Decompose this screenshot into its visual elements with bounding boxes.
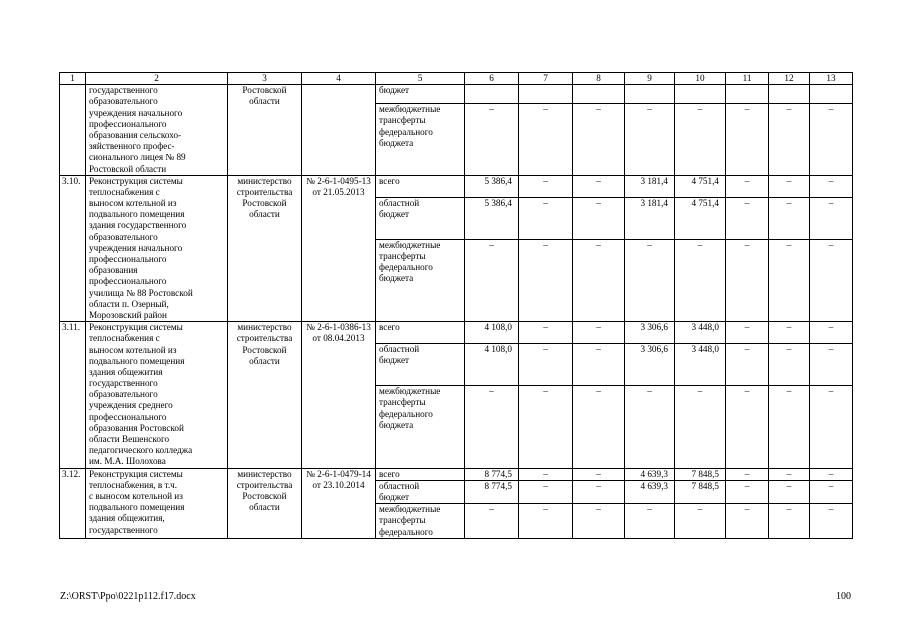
object-name-line: профессионального: [89, 276, 167, 287]
customer-org-line: строительства: [236, 186, 293, 197]
object-name-line: с выносом котельной из: [89, 490, 183, 501]
funding-source-line: всего: [379, 322, 400, 333]
value-cell-col8: –: [573, 322, 625, 344]
funding-source: [376, 197, 465, 239]
value-cell-col8: –: [573, 386, 625, 468]
funding-source-line: федерального: [379, 526, 433, 537]
value-cell-col13: –: [810, 504, 853, 539]
value-cell-col10: 7 848,5: [675, 480, 726, 503]
value-cell-col7: –: [519, 239, 573, 321]
customer-org-line: области: [249, 96, 280, 107]
value-cell-col12: –: [769, 344, 810, 386]
funding-source-line: трансферты: [379, 115, 426, 126]
value-cell-col7: –: [519, 104, 573, 175]
object-name-line: государственного: [89, 524, 158, 535]
funding-source: [376, 85, 465, 104]
table-body: [60, 85, 853, 539]
funding-source-line: межбюджетные: [379, 504, 441, 515]
value-cell-col6: –: [465, 239, 519, 321]
value-cell-col13: –: [810, 468, 853, 480]
value-cell-col12: –: [769, 239, 810, 321]
object-name-line: здания общежития: [89, 366, 163, 377]
value-cell-col6: –: [465, 104, 519, 175]
value-cell-col11: –: [726, 175, 769, 197]
value-cell-col13: –: [810, 197, 853, 239]
funding-source-line: бюджет: [379, 355, 410, 366]
customer-org-line: Ростовской: [242, 198, 287, 209]
expertise-doc-line: № 2-6-1-0495-13: [306, 175, 371, 186]
value-cell-col12: –: [769, 468, 810, 480]
object-name-line: Морозовский район: [89, 309, 167, 320]
value-cell-col11: –: [726, 197, 769, 239]
value-cell-col13: –: [810, 175, 853, 197]
funding-source-line: бюджета: [379, 137, 414, 148]
value-cell-col8: –: [573, 239, 625, 321]
column-header-2: 2: [86, 73, 228, 85]
object-name: [86, 468, 228, 538]
value-cell-col12: –: [769, 104, 810, 175]
column-header-1: 1: [60, 73, 86, 85]
table-row: [60, 85, 853, 104]
value-cell-col9: 3 181,4: [625, 197, 675, 239]
funding-source-line: бюджет: [379, 85, 410, 96]
object-name-line: области п. Озерный,: [89, 298, 169, 309]
value-cell-col6: –: [465, 386, 519, 468]
object-name-line: Реконструкция системы: [89, 175, 183, 186]
funding-source: [376, 480, 465, 503]
value-cell-col7: –: [519, 344, 573, 386]
object-name-line: образования: [89, 265, 138, 276]
funding-source-line: всего: [379, 175, 400, 186]
value-cell-col9: –: [625, 386, 675, 468]
object-name-line: училища № 88 Ростовской: [89, 287, 193, 298]
value-cell-col6: 5 386,4: [465, 175, 519, 197]
value-cell-col6: [465, 85, 519, 104]
object-name-line: Реконструкция системы: [89, 468, 183, 479]
value-cell-col6: 8 774,5: [465, 468, 519, 480]
item-number: 3.12.: [60, 468, 86, 538]
funding-source: [376, 344, 465, 386]
expertise-doc-line: от 23.10.2014: [312, 479, 365, 490]
value-cell-col10: 3 448,0: [675, 344, 726, 386]
value-cell-col10: –: [675, 386, 726, 468]
column-header-9: 9: [625, 73, 675, 85]
value-cell-col8: –: [573, 104, 625, 175]
value-cell-col10: –: [675, 504, 726, 539]
object-name-line: зяйственного профес-: [89, 141, 175, 152]
value-cell-col9: –: [625, 504, 675, 539]
column-header-10: 10: [675, 73, 726, 85]
value-cell-col8: –: [573, 175, 625, 197]
value-cell-col7: –: [519, 386, 573, 468]
value-cell-col11: –: [726, 239, 769, 321]
value-cell-col9: 4 639,3: [625, 468, 675, 480]
item-number: 3.10.: [60, 175, 86, 321]
funding-source-line: всего: [379, 468, 400, 479]
value-cell-col6: –: [465, 504, 519, 539]
value-cell-col13: –: [810, 322, 853, 344]
funding-source: [376, 386, 465, 468]
object-name: [86, 85, 228, 176]
object-name-line: профессионального: [89, 254, 167, 265]
value-cell-col11: –: [726, 344, 769, 386]
funding-source: [376, 104, 465, 175]
funding-source-line: межбюджетные: [379, 386, 441, 397]
value-cell-col8: –: [573, 197, 625, 239]
column-header-5: 5: [376, 73, 465, 85]
value-cell-col11: –: [726, 322, 769, 344]
value-cell-col9: 3 181,4: [625, 175, 675, 197]
value-cell-col6: 4 108,0: [465, 344, 519, 386]
object-name-line: Реконструкция системы: [89, 322, 183, 333]
value-cell-col11: –: [726, 386, 769, 468]
column-header-8: 8: [573, 73, 625, 85]
value-cell-col10: 7 848,5: [675, 468, 726, 480]
value-cell-col8: [573, 85, 625, 104]
value-cell-col9: –: [625, 239, 675, 321]
value-cell-col10: [675, 85, 726, 104]
value-cell-col11: [726, 85, 769, 104]
value-cell-col11: –: [726, 468, 769, 480]
customer-org-line: области: [249, 355, 280, 366]
expertise-doc-line: от 21.05.2013: [312, 186, 365, 197]
footer-file-path: Z:\ORST\Ppo\0221p112.f17.docx: [60, 591, 196, 602]
object-name-line: Ростовской области: [89, 163, 167, 174]
expertise-doc-line: от 08.04.2013: [312, 333, 365, 344]
item-number: [60, 85, 86, 176]
object-name-line: теплоснабжения с: [89, 186, 160, 197]
funding-source-line: бюджет: [379, 208, 410, 219]
value-cell-col9: 3 306,6: [625, 344, 675, 386]
table-header-row: [60, 73, 853, 85]
value-cell-col6: 4 108,0: [465, 322, 519, 344]
object-name-line: выносом котельной из: [89, 344, 177, 355]
value-cell-col12: –: [769, 197, 810, 239]
funding-source-line: бюджета: [379, 419, 414, 430]
funding-source-line: трансферты: [379, 397, 426, 408]
object-name-line: подвального помещения: [89, 209, 185, 220]
funding-source: [376, 504, 465, 539]
funding-source-line: межбюджетные: [379, 239, 441, 250]
value-cell-col7: –: [519, 504, 573, 539]
funding-source-line: трансферты: [379, 250, 426, 261]
object-name-line: им. М.А. Шолохова: [89, 456, 166, 467]
object-name-line: государственного: [89, 378, 158, 389]
value-cell-col13: –: [810, 104, 853, 175]
page-number: 100: [836, 591, 851, 602]
expertise-doc: [302, 322, 376, 468]
value-cell-col7: –: [519, 480, 573, 503]
value-cell-col13: [810, 85, 853, 104]
value-cell-col6: 5 386,4: [465, 197, 519, 239]
customer-org: [228, 468, 302, 538]
expertise-doc: [302, 468, 376, 538]
object-name-line: сионального лицея № 89: [89, 152, 186, 163]
customer-org-line: строительства: [236, 333, 293, 344]
funding-source: [376, 322, 465, 344]
funding-source-line: областной: [379, 344, 420, 355]
customer-org-line: министерство: [237, 468, 292, 479]
object-name-line: здания государственного: [89, 220, 187, 231]
funding-source-line: областной: [379, 480, 420, 491]
funding-source-line: бюджет: [379, 491, 410, 502]
object-name-line: профессионального: [89, 118, 167, 129]
object-name-line: учреждения среднего: [89, 400, 173, 411]
customer-org-line: Ростовской: [242, 490, 287, 501]
value-cell-col10: –: [675, 239, 726, 321]
item-number: 3.11.: [60, 322, 86, 468]
value-cell-col10: 4 751,4: [675, 197, 726, 239]
expertise-doc-line: № 2-6-1-0386-13: [306, 322, 371, 333]
value-cell-col13: –: [810, 480, 853, 503]
customer-org-line: строительства: [236, 479, 293, 490]
object-name-line: образовательного: [89, 389, 158, 400]
value-cell-col12: –: [769, 386, 810, 468]
value-cell-col11: –: [726, 104, 769, 175]
expertise-doc: [302, 175, 376, 321]
object-name-line: теплоснабжения с: [89, 333, 160, 344]
object-name-line: подвального помещения: [89, 355, 185, 366]
object-name-line: образовательного: [89, 231, 158, 242]
funding-source: [376, 239, 465, 321]
value-cell-col13: –: [810, 386, 853, 468]
value-cell-col8: –: [573, 344, 625, 386]
object-name-line: области Вешенского: [89, 434, 170, 445]
object-name-line: теплоснабжения, в т.ч.: [89, 479, 178, 490]
value-cell-col9: 3 306,6: [625, 322, 675, 344]
object-name: [86, 322, 228, 468]
value-cell-col6: 8 774,5: [465, 480, 519, 503]
value-cell-col12: –: [769, 480, 810, 503]
value-cell-col12: [769, 85, 810, 104]
object-name-line: образовательного: [89, 96, 158, 107]
value-cell-col9: –: [625, 104, 675, 175]
customer-org-line: Ростовской: [242, 85, 287, 96]
value-cell-col11: –: [726, 480, 769, 503]
funding-source-line: федерального: [379, 126, 433, 137]
value-cell-col7: –: [519, 197, 573, 239]
value-cell-col8: –: [573, 468, 625, 480]
funding-source-line: бюджета: [379, 273, 414, 284]
funding-source-line: федерального: [379, 262, 433, 273]
value-cell-col7: –: [519, 322, 573, 344]
object-name-line: государственного: [89, 85, 158, 96]
expertise-doc-line: № 2-6-1-0479-14: [306, 468, 371, 479]
value-cell-col13: –: [810, 239, 853, 321]
funding-source-line: областной: [379, 197, 420, 208]
object-name-line: учреждения начального: [89, 242, 183, 253]
customer-org-line: Ростовской: [242, 344, 287, 355]
column-header-13: 13: [810, 73, 853, 85]
object-name-line: образования Ростовской: [89, 422, 184, 433]
value-cell-col9: 4 639,3: [625, 480, 675, 503]
table-row: [60, 175, 853, 197]
value-cell-col11: –: [726, 504, 769, 539]
value-cell-col10: 3 448,0: [675, 322, 726, 344]
column-header-7: 7: [519, 73, 573, 85]
funding-source-line: межбюджетные: [379, 104, 441, 115]
value-cell-col13: –: [810, 344, 853, 386]
object-name: [86, 175, 228, 321]
customer-org-line: области: [249, 209, 280, 220]
funding-source: [376, 468, 465, 480]
value-cell-col12: –: [769, 504, 810, 539]
expertise-doc: [302, 85, 376, 176]
customer-org: [228, 322, 302, 468]
object-name-line: здания общежития,: [89, 513, 165, 524]
funding-source-line: федерального: [379, 408, 433, 419]
object-name-line: педагогического колледжа: [89, 445, 193, 456]
column-header-4: 4: [302, 73, 376, 85]
object-name-line: подвального помещения: [89, 502, 185, 513]
customer-org: [228, 85, 302, 176]
funding-source-line: трансферты: [379, 515, 426, 526]
object-name-line: профессионального: [89, 411, 167, 422]
object-name-line: учреждения начального: [89, 107, 183, 118]
value-cell-col7: [519, 85, 573, 104]
table-row: [60, 322, 853, 344]
customer-org-line: министерство: [237, 322, 292, 333]
value-cell-col8: –: [573, 504, 625, 539]
value-cell-col12: –: [769, 322, 810, 344]
customer-org-line: министерство: [237, 175, 292, 186]
value-cell-col7: –: [519, 175, 573, 197]
value-cell-col8: –: [573, 480, 625, 503]
column-header-11: 11: [726, 73, 769, 85]
column-header-12: 12: [769, 73, 810, 85]
object-name-line: выносом котельной из: [89, 198, 177, 209]
value-cell-col9: [625, 85, 675, 104]
value-cell-col12: –: [769, 175, 810, 197]
funding-source: [376, 175, 465, 197]
budget-table: [59, 72, 853, 539]
value-cell-col7: –: [519, 468, 573, 480]
table-row: [60, 468, 853, 480]
value-cell-col10: 4 751,4: [675, 175, 726, 197]
customer-org: [228, 175, 302, 321]
value-cell-col10: –: [675, 104, 726, 175]
column-header-3: 3: [228, 73, 302, 85]
customer-org-line: области: [249, 502, 280, 513]
object-name-line: образования сельскохо-: [89, 129, 182, 140]
column-header-6: 6: [465, 73, 519, 85]
